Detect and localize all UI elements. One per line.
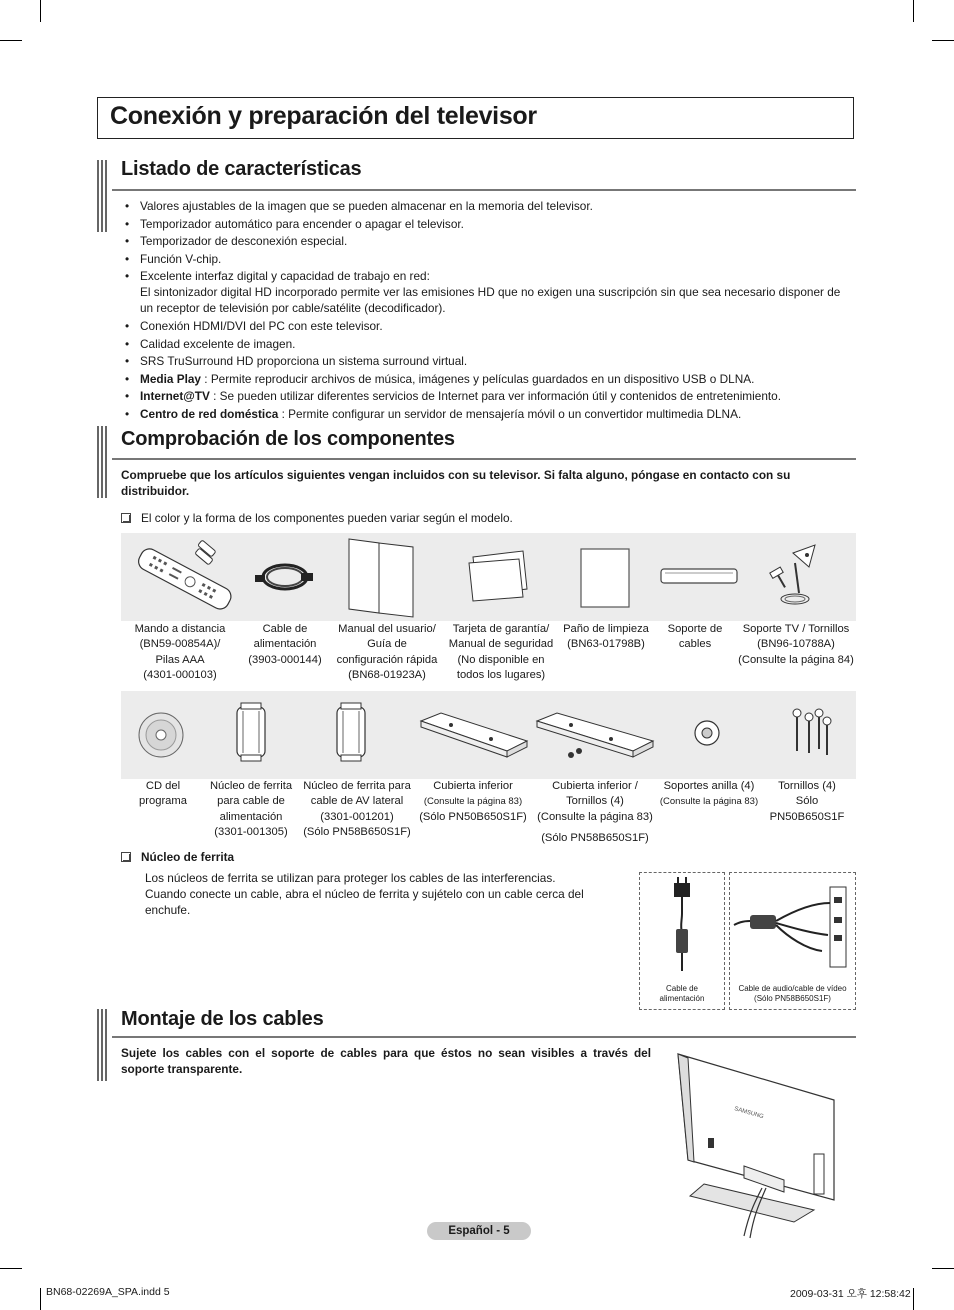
component-caption: Cubierta inferior (Consulte la página 83) (Sólo PN50B650S1F) xyxy=(419,780,527,823)
ferrite-core-av-image xyxy=(297,691,411,779)
cleaning-cloth-image xyxy=(559,533,659,621)
crop-mark xyxy=(40,0,41,22)
component-caption: Mando a distancia (BN59-00854A)/ Pilas AAA (4301-000103) xyxy=(134,623,226,681)
section-rule xyxy=(112,189,856,191)
ferrite-figure-power xyxy=(639,872,725,1010)
tv-cable-illustration xyxy=(664,1050,854,1240)
components-note: El color y la forma de los componentes pueden variar según el modelo. xyxy=(121,510,513,526)
components-strip-1 xyxy=(121,533,856,621)
list-item-sub: El sintonizador digital HD incorporado permite ver las emisiones HD que no exigen una suscripción sin que sea necesario disponer de un receptor de televisión por cable/satélite (decodificador). xyxy=(140,285,841,316)
note-icon xyxy=(121,513,131,523)
ferrite-note: Núcleo de ferrita xyxy=(121,849,234,865)
bottom-cover-image xyxy=(411,691,531,779)
user-manual-image xyxy=(331,533,433,621)
section-rule xyxy=(112,458,856,460)
component-caption: Tornillos (4) Sólo PN50B650S1F xyxy=(769,780,845,823)
list-item: • Internet@TV : Se pueden utilizar diferentes servicios de Internet para ver información útil y contenidos de entretenimiento. xyxy=(125,388,855,404)
list-item: • Calidad excelente de imagen. xyxy=(125,336,855,352)
section-bar xyxy=(97,426,107,498)
component-caption: Cable de alimentación (3903-000144) xyxy=(248,623,322,666)
tv-brand-text: SAMSUNG xyxy=(733,1106,765,1121)
list-item: • Temporizador automático para encender o apagar el televisor. xyxy=(125,216,855,232)
component-caption: Cubierta inferior / Tornillos (4) (Consulte la página 83) (Sólo PN58B650S1F) xyxy=(537,780,653,844)
component-caption: Soporte TV / Tornillos (BN96-10788A) (Consulte la página 84) xyxy=(738,623,854,666)
ferrite-figure-av xyxy=(729,872,856,1010)
cable-holder-image xyxy=(659,533,739,621)
crop-mark xyxy=(0,40,22,41)
list-item: • Excelente interfaz digital y capacidad de trabajo en red: El sintonizador digital HD incorporado permite ver las emisiones HD que no exigen una suscripción sin que sea necesario disponer de un receptor de televisión por cable/satélite (decodificador). xyxy=(125,268,855,316)
component-caption: Manual del usuario/ Guía de configuración rápida (BN68-01923A) xyxy=(336,623,438,681)
ferrite-text: Los núcleos de ferrita se utilizan para proteger los cables de las interferencias. Cuando conecte un cable, abra el núcleo de ferrita y sujételo con un cable cerca del enchufe. xyxy=(145,871,584,917)
page-number: Español - 5 xyxy=(427,1222,531,1240)
note-icon xyxy=(121,852,131,862)
crop-mark xyxy=(932,40,954,41)
component-caption: Paño de limpieza (BN63-01798B) xyxy=(563,623,649,651)
crop-mark xyxy=(40,1288,41,1310)
component-caption: Núcleo de ferrita para cable de alimentación (3301-001305) xyxy=(209,780,293,838)
component-caption: Soporte de cables xyxy=(667,623,723,651)
ferrite-figure-caption: Cable de alimentación xyxy=(659,984,705,1003)
list-item: • Temporizador de desconexión especial. xyxy=(125,233,855,249)
ferrite-figure-caption: Cable de audio/cable de vídeo (Sólo PN58B650S1F) xyxy=(738,984,847,1003)
page-title-box xyxy=(97,97,854,139)
power-cable-image xyxy=(239,533,331,621)
ring-holder-image xyxy=(657,691,761,779)
ferrite-core-power-image xyxy=(205,691,297,779)
features-list xyxy=(125,198,855,424)
components-intro: Compruebe que los artículos siguientes vengan incluidos con su televisor. Si falta alguno, póngase en contacto con su distribuidor. xyxy=(121,468,791,498)
crop-mark xyxy=(0,1268,22,1269)
list-item: • Centro de red doméstica : Permite configurar un servidor de mensajería móvil o un convertidor multimedia DLNA. xyxy=(125,406,855,422)
list-item: • Conexión HDMI/DVI del PC con este televisor. xyxy=(125,318,855,334)
component-caption: Tarjeta de garantía/ Manual de seguridad (No disponible en todos los lugares) xyxy=(448,623,554,681)
footer-right: 2009-03-31 오후 12:58:42 xyxy=(790,1288,911,1300)
list-item: • SRS TruSurround HD proporciona un sistema surround virtual. xyxy=(125,353,855,369)
crop-mark xyxy=(913,1288,914,1310)
list-item: • Valores ajustables de la imagen que se pueden almacenar en la memoria del televisor. xyxy=(125,198,855,214)
footer-left: BN68-02269A_SPA.indd 5 xyxy=(46,1286,170,1298)
crop-mark xyxy=(932,1268,954,1269)
bottom-cover-screws-image xyxy=(531,691,657,779)
list-item: • Media Play : Permite reproducir archivos de música, imágenes y películas guardados en un dispositivo USB o DLNA. xyxy=(125,371,855,387)
tv-stand-screws-image xyxy=(739,533,856,621)
list-item: • Función V-chip. xyxy=(125,251,855,267)
cd-image xyxy=(121,691,205,779)
page-title: Conexión y preparación del televisor xyxy=(110,102,537,130)
section-bar xyxy=(97,1009,107,1081)
screws-image xyxy=(761,691,856,779)
section-bar xyxy=(97,160,107,232)
warranty-card-image xyxy=(433,533,559,621)
crop-mark xyxy=(913,0,914,22)
cables-title: Montaje de los cables xyxy=(121,1008,324,1030)
section-rule xyxy=(112,1036,856,1038)
components-title: Comprobación de los componentes xyxy=(121,428,455,450)
components-strip-2 xyxy=(121,691,856,779)
cables-text: Sujete los cables con el soporte de cables para que éstos no sean visibles a través del soporte transparente. xyxy=(121,1046,651,1076)
remote-control-image xyxy=(121,533,239,621)
features-title: Listado de características xyxy=(121,158,362,180)
component-caption: Soportes anilla (4) (Consulte la página 83) xyxy=(659,780,759,808)
component-caption: Núcleo de ferrita para cable de AV lateral (3301-001201) (Sólo PN58B650S1F) xyxy=(303,780,411,838)
component-caption: CD del programa xyxy=(139,780,187,808)
